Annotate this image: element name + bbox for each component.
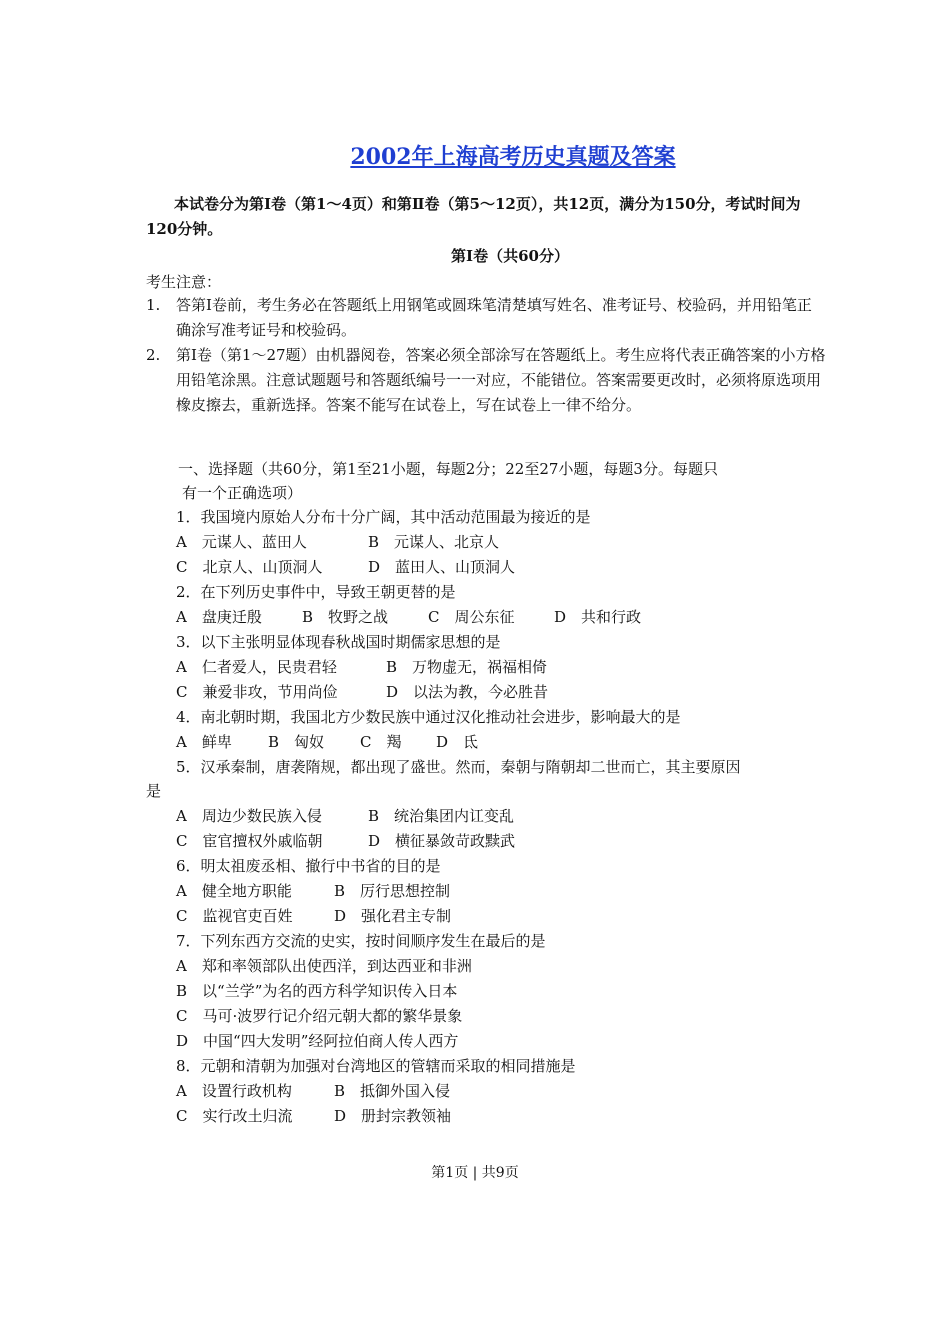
question-5-options-row1 bbox=[176, 804, 514, 829]
notice-text: 答第Ⅰ卷前，考生务必在答题纸上用钢笔或圆珠笔清楚填写姓名、准考证号、校验码，并用铅笔正确涂写准考证号和校验码。 bbox=[176, 296, 812, 339]
question-6-options-row1 bbox=[176, 879, 450, 904]
notice-number: 1. bbox=[146, 296, 161, 314]
option-d: D 以法为教，今必胜昔 bbox=[386, 683, 549, 701]
question-5-options-row2 bbox=[176, 829, 515, 854]
option-c: C 兼爱非攻，节用尚俭 bbox=[176, 683, 338, 701]
option-a: A 周边少数民族入侵 bbox=[176, 807, 322, 825]
option-a: A 盘庚迁殷 bbox=[176, 608, 262, 626]
question-8-options-row2 bbox=[176, 1104, 451, 1129]
section-heading-line2: 有一个正确选项） bbox=[182, 484, 303, 502]
option-d: D 横征暴敛苛政黩武 bbox=[368, 832, 516, 850]
option-d: D 共和行政 bbox=[554, 608, 642, 626]
question-8-options-row1 bbox=[176, 1079, 450, 1104]
option-a: A 鲜卑 bbox=[176, 733, 232, 751]
option-a: A 健全地方职能 bbox=[176, 882, 292, 900]
option-a: A 仁者爱人，民贵君轻 bbox=[176, 658, 337, 676]
option-d: D 蓝田人、山顶洞人 bbox=[368, 558, 516, 576]
question-2: 2．在下列历史事件中，导致王朝更替的是 bbox=[176, 583, 456, 601]
option-c: C 羯 bbox=[360, 733, 402, 751]
question-8: 8．元朝和清朝为加强对台湾地区的管辖而采取的相同措施是 bbox=[176, 1057, 576, 1075]
question-3: 3．以下主张明显体现春秋战国时期儒家思想的是 bbox=[176, 633, 501, 651]
option-c: C 实行改土归流 bbox=[176, 1107, 293, 1125]
notice-number: 2. bbox=[146, 346, 161, 364]
document-title[interactable]: 2002年上海高考历史真题及答案 bbox=[350, 144, 676, 170]
option-a: A 郑和率领部队出使西洋，到达西亚和非洲 bbox=[176, 957, 472, 975]
option-b: B 厉行思想控制 bbox=[334, 882, 451, 900]
option-b: B 抵御外国入侵 bbox=[334, 1082, 451, 1100]
notice-text: 第Ⅰ卷（第1～27题）由机器阅卷，答案必须全部涂写在答题纸上。考生应将代表正确答案的小方格用铅笔涂黑。注意试题题号和答题纸编号一一对应，不能错位。答案需要更改时，必须将原选项用橡皮擦去，重新选择。答案不能写在试卷上，写在试卷上一律不给分。 bbox=[176, 346, 826, 414]
option-d: D 中国“四大发明”经阿拉伯商人传人西方 bbox=[176, 1032, 459, 1050]
option-c: C 马可·波罗行记介绍元朝大都的繁华景象 bbox=[176, 1007, 463, 1025]
option-d: D 强化君主专制 bbox=[334, 907, 452, 925]
option-b: B 万物虚无，祸福相倚 bbox=[386, 658, 548, 676]
question-1-options-row2 bbox=[176, 555, 515, 580]
option-b: B 匈奴 bbox=[268, 733, 325, 751]
question-6: 6．明太祖废丞相、撤行中书省的目的是 bbox=[176, 857, 441, 875]
question-5-line2: 是 bbox=[146, 782, 162, 800]
exam-intro: 本试卷分为第Ⅰ卷（第1～4页）和第Ⅱ卷（第5～12页），共12页，满分为150分，考试时间为120分钟。 bbox=[146, 195, 801, 238]
option-b: B 统治集团内讧变乱 bbox=[368, 807, 515, 825]
option-a: A 设置行政机构 bbox=[176, 1082, 292, 1100]
notice-item-1 bbox=[146, 293, 826, 343]
option-b: B 元谋人、北京人 bbox=[368, 533, 500, 551]
question-5-line1: 5．汉承秦制，唐袭隋规，都出现了盛世。然而，秦朝与隋朝却二世而亡，其主要原因 bbox=[176, 758, 741, 776]
option-b: B 牧野之战 bbox=[302, 608, 389, 626]
question-6-options-row2 bbox=[176, 904, 451, 929]
notice-label: 考生注意： bbox=[146, 273, 222, 291]
question-4: 4．南北朝时期，我国北方少数民族中通过汉化推动社会进步，影响最大的是 bbox=[176, 708, 681, 726]
option-c: C 宦官擅权外戚临朝 bbox=[176, 832, 323, 850]
part1-heading: 第Ⅰ卷（共60分） bbox=[451, 247, 569, 265]
section-heading-line1: 一、选择题（共60分，第1至21小题，每题2分；22至27小题，每题3分。每题只 bbox=[178, 460, 718, 478]
notice-item-2 bbox=[146, 343, 826, 418]
question-4-options bbox=[176, 730, 478, 755]
option-b: B 以“兰学”为名的西方科学知识传入日本 bbox=[176, 982, 458, 1000]
page-footer: 第1页 | 共9页 bbox=[431, 1165, 519, 1181]
option-c: C 监视官吏百姓 bbox=[176, 907, 293, 925]
option-c: C 北京人、山顶洞人 bbox=[176, 558, 323, 576]
option-a: A 元谋人、蓝田人 bbox=[176, 533, 307, 551]
option-d: D 氐 bbox=[436, 733, 479, 751]
question-1: 1．我国境内原始人分布十分广阔，其中活动范围最为接近的是 bbox=[176, 508, 591, 526]
question-3-options-row1 bbox=[176, 655, 547, 680]
option-c: C 周公东征 bbox=[428, 608, 515, 626]
question-2-options bbox=[176, 605, 641, 630]
question-7: 7．下列东西方交流的史实，按时间顺序发生在最后的是 bbox=[176, 932, 546, 950]
question-1-options-row1 bbox=[176, 530, 499, 555]
option-d: D 册封宗教领袖 bbox=[334, 1107, 452, 1125]
question-3-options-row2 bbox=[176, 680, 548, 705]
